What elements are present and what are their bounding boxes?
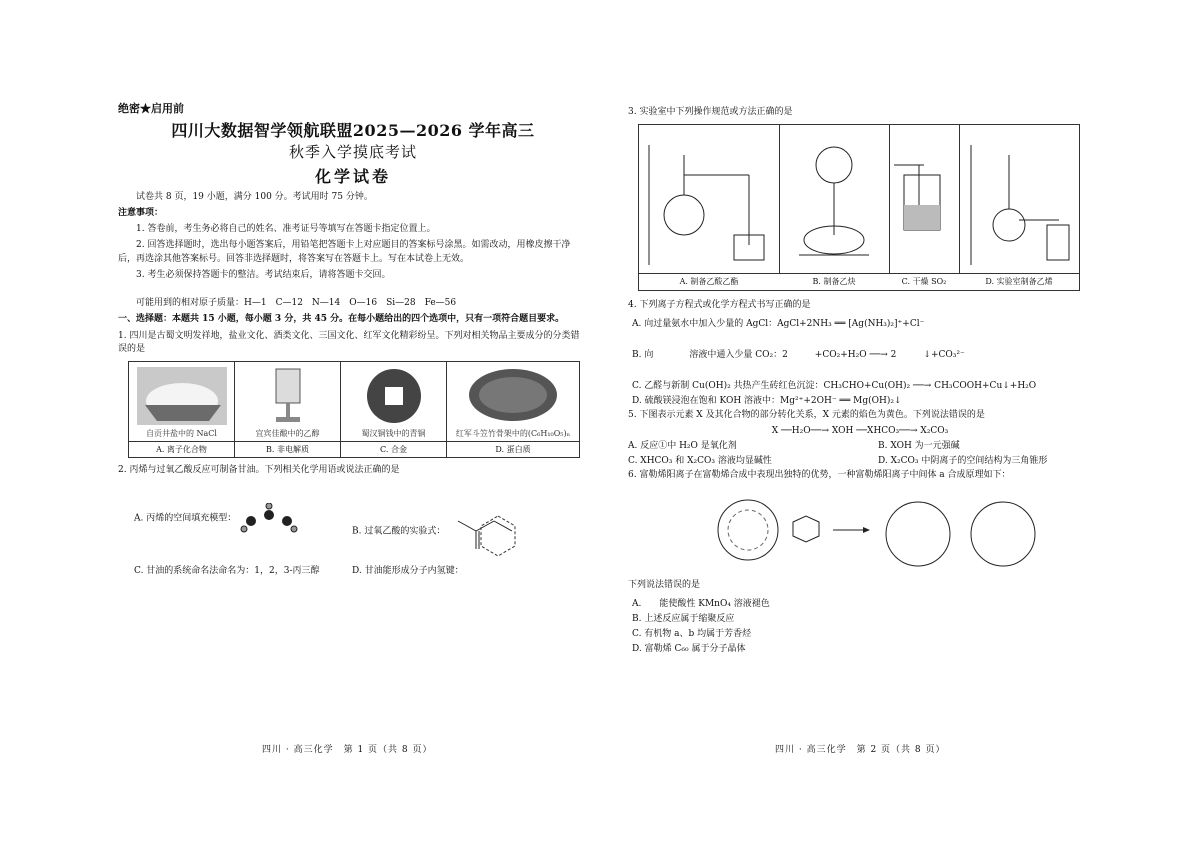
q6-scheme-area xyxy=(628,486,1088,576)
q5-option-c: C. XHCO₃ 和 X₂CO₃ 溶液均显碱性 xyxy=(628,455,772,466)
notice-item: 3. 考生必须保持答题卡的整洁。考试结束后，请将答题卡交回。 xyxy=(136,269,391,280)
q5-option-d: D. X₂CO₃ 中阴离子的空间结构为三角锥形 xyxy=(878,455,1048,466)
acetylene-apparatus-icon xyxy=(779,125,889,273)
q3-caption-a: A. 制备乙酸乙酯 xyxy=(679,276,739,286)
q4-option-b: B. 向 溶液中通入少量 CO₂：2 +CO₂+H₂O ──→ 2 ↓+CO₃²⁻ xyxy=(632,349,965,360)
q6-subquestion: 下列说法错误的是 xyxy=(628,579,701,590)
salt-image xyxy=(137,367,227,425)
q3-caption-d: D. 实验室制备乙烯 xyxy=(985,276,1053,286)
question-4: 4. 下列离子方程式或化学方程式书写正确的是 xyxy=(628,299,811,310)
coin-image xyxy=(349,367,439,425)
q2-option-d xyxy=(352,563,464,576)
atomic-masses: 可能用到的相对原子质量：H—1 C—12 N—14 O—16 Si—28 Fe—56 xyxy=(136,297,457,308)
q5-scheme: X ──H₂O──→ XOH ──XHCO₃──→ X₂CO₃ xyxy=(771,425,949,436)
q5-options-row2 xyxy=(628,453,1088,466)
left-column xyxy=(118,100,588,581)
hat-image xyxy=(468,367,558,425)
q3-captions xyxy=(639,273,1079,290)
propene-model-icon xyxy=(239,503,299,533)
apparatus-d xyxy=(959,125,1079,273)
right-column xyxy=(628,106,1088,656)
q3-caption-c: C. 干燥 SO₂ xyxy=(901,276,947,286)
q6-option-b: B. 上述反应属于缩聚反应 xyxy=(632,613,735,624)
apparatus-b xyxy=(779,125,890,273)
q4-option-a: A. 向过量氨水中加入少量的 AgCl：AgCl+2NH₃ ══ [Ag(NH₃)₂]⁺+Cl⁻ xyxy=(632,318,925,329)
glycerol-hbond-structure xyxy=(473,511,523,561)
secret-label: 绝密★启用前 xyxy=(118,102,184,115)
apparatus-c xyxy=(889,125,960,273)
coin-icon xyxy=(349,367,439,425)
q1-option-a: A. 离子化合物 xyxy=(129,442,235,458)
wine-glass-icon xyxy=(243,367,333,425)
apparatus-a xyxy=(639,125,780,273)
q2-option-a-text: A. 丙烯的空间填充模型： xyxy=(134,513,237,524)
question-3: 3. 实验室中下列操作规范或方法正确的是 xyxy=(628,107,793,117)
bamboo-hat-icon xyxy=(468,367,558,425)
q6-option-c: C. 有机物 a、b 均属于芳香烃 xyxy=(632,628,752,639)
question-5: 5. 下图表示元素 X 及其化合物的部分转化关系，X 元素的焰色为黄色。下列说法错误的是 xyxy=(628,409,985,420)
q6-option-d: D. 富勒烯 C₆₀ 属于分子晶体 xyxy=(632,643,746,654)
exam-subtitle: 秋季入学摸底考试 xyxy=(288,143,417,161)
q1-caption-d: 红军斗笠竹骨架中的(C₆H₁₀O₅)ₙ xyxy=(455,429,571,439)
question-2: 2. 丙烯与过氧乙酸反应可制备甘油。下列相关化学用语或说法正确的是 xyxy=(118,465,400,476)
esterification-apparatus-icon xyxy=(639,125,779,273)
q1-caption-b: 宜宾佳酿中的乙醇 xyxy=(255,429,320,439)
q5-options-row1 xyxy=(628,438,1088,451)
q2-option-c: C. 甘油的系统命名法命名为：1，2，3-丙三醇 xyxy=(134,566,320,577)
q1-option-b: B. 非电解质 xyxy=(235,442,341,458)
liquor-image xyxy=(243,367,333,425)
q1-caption-a: 自贡井盐中的 NaCl xyxy=(146,429,217,439)
q1-option-d: D. 蛋白质 xyxy=(447,442,580,458)
notice-heading: 注意事项： xyxy=(118,207,164,218)
q2-option-d-text: D. 甘油能形成分子内氢键： xyxy=(352,566,464,577)
q2-options xyxy=(118,481,588,581)
salt-bowl-icon xyxy=(137,367,227,425)
q6-option-a: A. 能使酸性 KMnO₄ 溶液褪色 xyxy=(632,598,770,609)
q3-caption-b: B. 制备乙炔 xyxy=(812,276,856,286)
q3-apparatus-box xyxy=(638,124,1080,291)
q2-option-b-text: B. 过氧乙酸的实验式： xyxy=(352,526,446,537)
gas-drying-bottle-icon xyxy=(889,125,959,273)
q4-option-c: C. 乙醛与新制 Cu(OH)₂ 共热产生砖红色沉淀：CH₃CHO+Cu(OH)₂ ──→ CH₃COOH+Cu↓+H₂O xyxy=(632,380,1037,391)
exam-title: 四川大数据智学领航联盟2025—2026 学年高三 xyxy=(171,121,535,140)
fullerene-reaction-scheme xyxy=(628,486,1088,576)
subject-title: 化学试卷 xyxy=(314,167,391,186)
q5-option-b: B. XOH 为一元强碱 xyxy=(878,440,960,451)
ethylene-apparatus-icon xyxy=(959,125,1079,273)
q1-option-c: C. 合金 xyxy=(341,442,447,458)
question-1: 1. 四川是古蜀文明发祥地，盐业文化、酒类文化、三国文化、红军文化精彩纷呈。下列对相关物品主要成分的分类错误的是 xyxy=(118,330,580,355)
q1-caption-c: 蜀汉铜钱中的青铜 xyxy=(361,429,426,439)
notice-item: 2. 回答选择题时，选出每小题答案后，用铅笔把答题卡上对应题目的答案标号涂黑。如需改动，用橡皮擦干净后，再选涂其他答案标号。回答非选择题时，将答案写在答题卡上。写在本试卷上无效。 xyxy=(118,239,571,264)
q4-option-d: D. 硫酸镁浸泡在饱和 KOH 溶液中：Mg²⁺+2OH⁻ ══ Mg(OH)₂↓ xyxy=(632,395,902,406)
q5-option-a: A. 反应①中 H₂O 是氧化剂 xyxy=(628,440,737,451)
notice-item: 1. 答卷前，考生务必将自己的姓名、准考证号等填写在答题卡指定位置上。 xyxy=(136,223,436,234)
q2-option-a xyxy=(134,503,299,533)
footer-left: 四川 · 高三化学 第 1 页（共 8 页） xyxy=(262,745,433,755)
exam-meta: 试卷共 8 页，19 小题，满分 100 分。考试用时 75 分钟。 xyxy=(136,192,373,202)
section-heading: 一、选择题：本题共 15 小题，每小题 3 分，共 45 分。在每小题给出的四个选项中，只有一项符合题目要求。 xyxy=(118,313,565,324)
footer-right: 四川 · 高三化学 第 2 页（共 8 页） xyxy=(775,745,946,755)
question-6: 6. 富勒烯阳离子在富勒烯合成中表现出独特的优势，一种富勒烯阳离子中间体 a 合成原理如下： xyxy=(628,469,1011,480)
q1-table xyxy=(128,361,580,458)
